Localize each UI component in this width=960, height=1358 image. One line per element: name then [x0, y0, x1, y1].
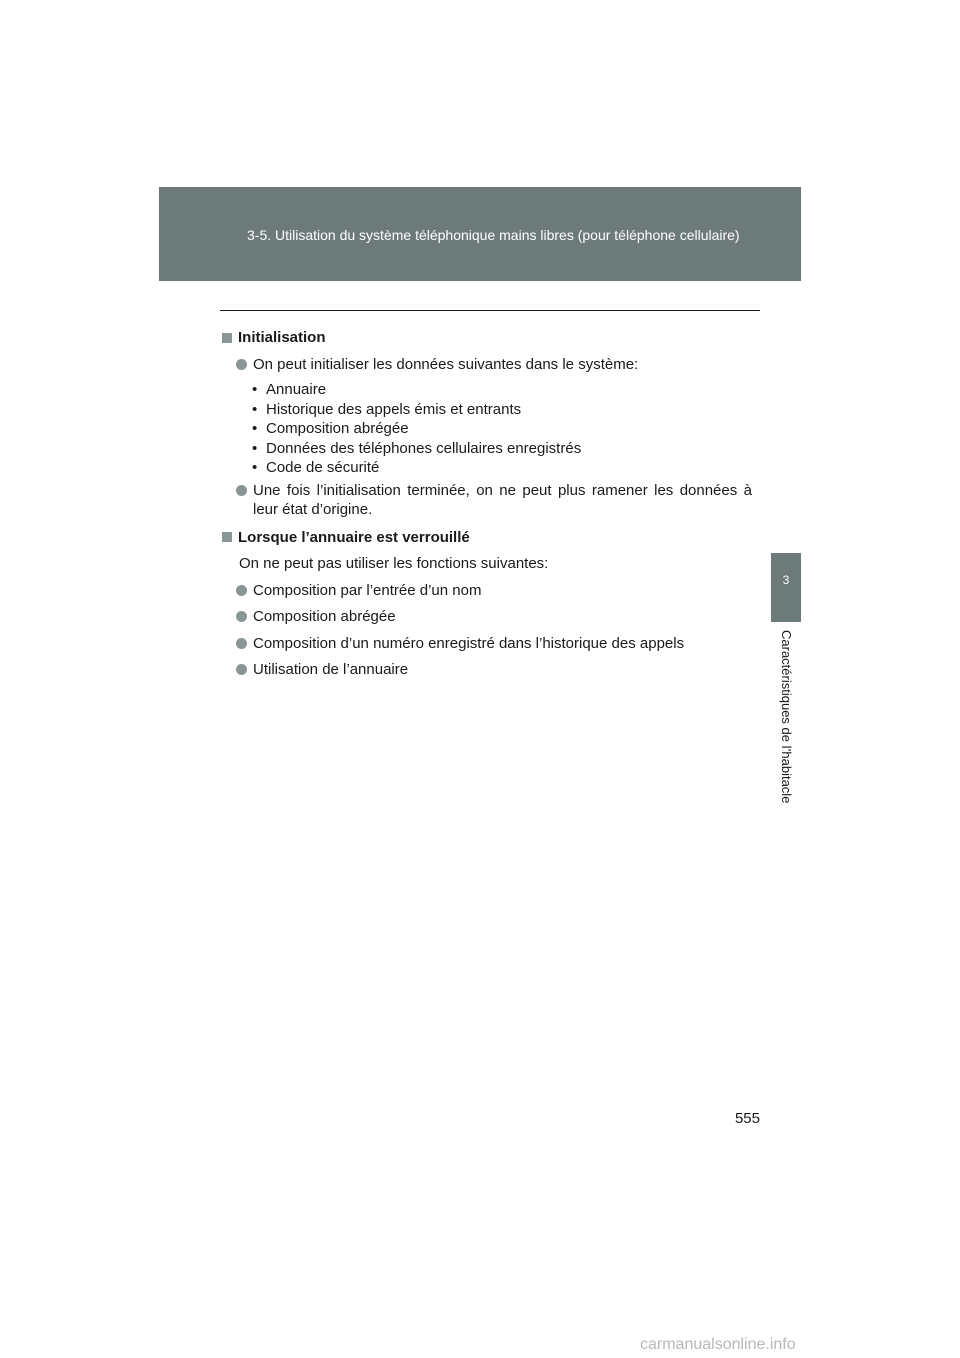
list-item	[222, 581, 752, 601]
square-bullet-icon	[222, 532, 232, 542]
chapter-label: Caractéristiques de l’habitacle	[779, 630, 794, 804]
dot-bullet-icon: •	[252, 420, 258, 437]
circle-bullet-icon	[236, 359, 247, 370]
list-item-text: Utilisation de l’annuaire	[253, 661, 409, 678]
section-divider	[220, 310, 760, 311]
list-item	[222, 355, 752, 375]
section-title-initialisation	[222, 328, 752, 348]
list-item	[222, 634, 752, 654]
sub-list-item	[252, 439, 752, 459]
list-item-text: Composition par l’entrée d’un nom	[253, 581, 482, 599]
watermark: carmanualsonline.info	[640, 1336, 796, 1353]
section-intro: On ne peut pas utiliser les fonctions suivantes:	[239, 555, 549, 572]
circle-bullet-icon	[236, 611, 247, 622]
sub-list-item	[252, 380, 752, 400]
dot-bullet-icon: •	[252, 400, 258, 418]
circle-bullet-icon	[236, 664, 247, 675]
section-title-text: Lorsque l’annuaire est verrouillé	[238, 528, 470, 546]
list-item-text: On peut initialiser les données suivantes dans le système:	[253, 355, 639, 373]
sub-list	[222, 380, 752, 478]
page-number: 555	[734, 1110, 760, 1127]
sub-list-item-text: Composition abrégée	[266, 420, 409, 437]
sub-list-item-text: Annuaire	[266, 381, 327, 398]
list-item-text: Composition d’un numéro enregistré dans l’historique des appels	[253, 634, 685, 652]
chapter-tab	[771, 553, 801, 622]
circle-bullet-icon	[236, 638, 247, 649]
sub-list-item	[252, 400, 752, 420]
list-item	[222, 481, 752, 520]
dot-bullet-icon: •	[252, 381, 258, 398]
sub-list-item-text: Code de sécurité	[266, 459, 380, 476]
list-item	[222, 660, 752, 680]
square-bullet-icon	[222, 333, 232, 343]
section-title-annuaire-verrouille	[222, 528, 752, 548]
chapter-label-wrap	[771, 630, 801, 830]
sub-list-item-text: Données des téléphones cellulaires enregistrés	[266, 439, 582, 457]
dot-bullet-icon: •	[252, 439, 258, 457]
circle-bullet-icon	[236, 585, 247, 596]
list-item-text: Une fois l’initialisation terminée, on ne peut plus ramener les données à leur état d’origine.	[253, 481, 752, 518]
sub-list-item	[252, 419, 752, 439]
sub-list-item-text: Historique des appels émis et entrants	[266, 400, 522, 418]
dot-bullet-icon: •	[252, 459, 258, 476]
section-title-text: Initialisation	[238, 329, 326, 346]
list-item	[222, 607, 752, 627]
list-item-text: Composition abrégée	[253, 608, 396, 625]
header-band	[159, 187, 801, 281]
sub-list-item	[252, 458, 752, 478]
chapter-number: 3	[782, 573, 790, 587]
circle-bullet-icon	[236, 485, 247, 496]
page-content	[222, 328, 752, 680]
header-title: 3-5. Utilisation du système téléphonique mains libres (pour téléphone cellulaire)	[247, 227, 740, 243]
